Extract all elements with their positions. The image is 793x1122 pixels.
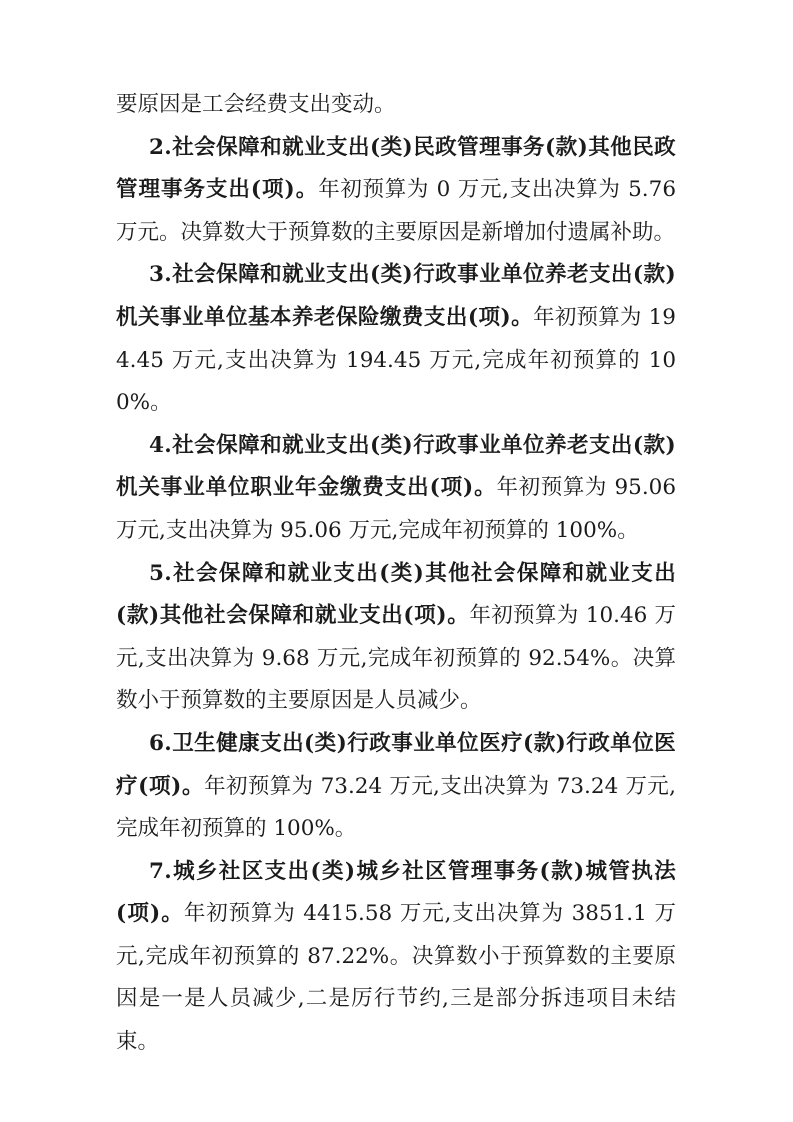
paragraph-item-3 — [116, 254, 676, 424]
paragraph-item-5 — [116, 553, 676, 723]
paragraph-continuation — [116, 84, 676, 127]
paragraph-item-2 — [116, 127, 676, 255]
paragraph-body-text: 要原因是工会经费支出变动。 — [116, 92, 396, 117]
paragraph-body-text: 年初预算为 10.46 万元,支出决算为 9.68 万元,完成年初预算的 92.54%。决算数小于预算数的主要原因是人员减少。 — [116, 603, 676, 714]
paragraph-heading-bold: 4.社会保障和就业支出(类)行政事业单位养老支出(款)机关事业单位职业年金缴费支出(项)。 — [116, 432, 676, 501]
paragraph-body-text: 年初预算为 73.24 万元,支出决算为 73.24 万元,完成年初预算的 100%。 — [116, 773, 676, 842]
paragraph-heading-bold: 6.卫生健康支出(类)行政事业单位医疗(款)行政单位医疗(项)。 — [116, 730, 676, 799]
paragraph-item-6 — [116, 723, 676, 851]
paragraph-item-7 — [116, 851, 676, 1064]
paragraph-item-4 — [116, 425, 676, 553]
paragraph-heading-bold: 7.城乡社区支出(类)城乡社区管理事务(款)城管执法(项)。 — [116, 858, 676, 927]
paragraph-heading-bold: 5.社会保障和就业支出(类)其他社会保障和就业支出(款)其他社会保障和就业支出(项)。 — [116, 560, 676, 629]
paragraph-heading-bold: 2.社会保障和就业支出(类)民政管理事务(款)其他民政管理事务支出(项)。 — [116, 134, 676, 203]
paragraph-body-text: 年初预算为 194.45 万元,支出决算为 194.45 万元,完成年初预算的 100%。 — [116, 304, 676, 416]
paragraph-body-text: 年初预算为 4415.58 万元,支出决算为 3851.1 万元,完成年初预算的 87.22%。决算数小于预算数的主要原因是一是人员减少,二是厉行节约,三是部分拆违项目未结束。 — [116, 901, 676, 1055]
paragraph-body-text: 年初预算为 0 万元,支出决算为 5.76 万元。决算数大于预算数的主要原因是新增加付遗属补助。 — [116, 177, 676, 245]
paragraph-heading-bold: 3.社会保障和就业支出(类)行政事业单位养老支出(款)机关事业单位基本养老保险缴费支出(项)。 — [116, 262, 676, 330]
document-body — [116, 84, 676, 1064]
paragraph-body-text: 年初预算为 95.06 万元,支出决算为 95.06 万元,完成年初预算的 100%。 — [116, 475, 677, 543]
